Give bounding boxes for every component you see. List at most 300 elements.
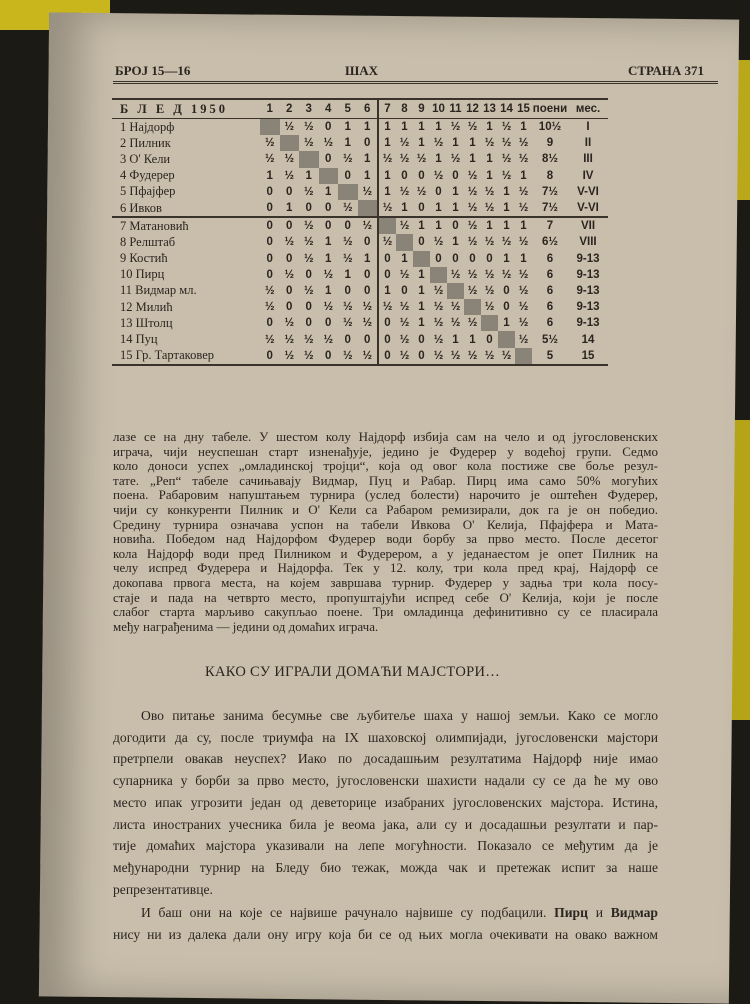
result-cell: ½ — [518, 236, 529, 249]
result-cell: 0 — [384, 268, 391, 281]
diagonal-cell — [481, 315, 498, 331]
result-cell: 1 — [435, 121, 442, 134]
text-line: кола Најдорф води пред Пилником и Фудерером, а у једанаестом је опет Пилник на — [113, 546, 658, 561]
player-name: 7 Матановић — [120, 218, 189, 233]
result-cell: ½ — [518, 333, 529, 346]
result-cell: 1 — [358, 151, 379, 167]
result-cell: 1 — [401, 252, 408, 265]
diagonal-cell — [515, 348, 532, 365]
result-cell: 1 — [384, 121, 391, 134]
result-cell: 1 — [452, 333, 459, 346]
result-cell: 1 — [384, 185, 391, 198]
result-cell: 1 — [325, 284, 332, 297]
text-line: стаје и пада на четврто место, пропуштајући испред себе О' Келија, који је после — [113, 590, 658, 605]
result-cell: 0 — [325, 121, 332, 134]
text-line: играча, чији неуспешан старт изненађује, једино је Фудерер у водећој групи. Седмо — [113, 444, 658, 459]
result-cell: ½ — [399, 220, 410, 233]
column-header: 7 — [378, 99, 396, 119]
points-cell: 8½ — [542, 153, 558, 166]
result-cell: 1 — [396, 200, 413, 217]
result-cell: 1 — [418, 301, 425, 314]
paragraph-3 — [113, 902, 658, 945]
result-cell: ½ — [518, 153, 529, 166]
result-cell: 1 — [325, 185, 332, 198]
result-cell: ½ — [518, 268, 529, 281]
result-cell: 1 — [418, 317, 425, 330]
result-cell: ½ — [396, 348, 413, 365]
text-line — [113, 902, 658, 924]
result-cell: ½ — [518, 284, 529, 297]
points-cell: 7½ — [532, 200, 568, 217]
column-header: 6 — [358, 99, 379, 119]
result-cell: 0 — [325, 317, 332, 330]
page-number: СТРАНА 371 — [628, 63, 704, 78]
column-header: 2 — [280, 99, 300, 119]
result-cell: 1 — [503, 185, 510, 198]
points-cell: 6 — [546, 317, 554, 330]
result-cell: ½ — [501, 236, 512, 249]
diagonal-cell — [447, 283, 464, 299]
result-cell: 0 — [266, 220, 273, 233]
result-cell: 1 — [520, 121, 527, 134]
result-cell: 0 — [469, 252, 476, 265]
result-cell: 1 — [384, 284, 391, 297]
place-cell: 9-13 — [576, 317, 600, 330]
result-cell: ½ — [399, 317, 410, 330]
result-cell: ½ — [280, 348, 300, 365]
result-cell: ½ — [484, 185, 495, 198]
player-name: 11 Видмар мл. — [120, 283, 197, 298]
column-header: 12 — [464, 99, 481, 119]
text-line: листа иностраних учесника била је веома јака, али су и досадашњи резултати и пар- — [113, 816, 658, 832]
result-cell: 0 — [418, 333, 425, 346]
result-cell: ½ — [450, 153, 461, 166]
result-cell: ½ — [501, 169, 512, 182]
points-cell: 10½ — [538, 121, 562, 134]
diagonal-cell — [378, 217, 396, 234]
player-name: Видмар — [610, 905, 658, 920]
result-cell: 0 — [286, 252, 293, 265]
result-cell: ½ — [358, 348, 379, 365]
diagonal-cell — [498, 331, 515, 347]
result-cell: ½ — [342, 317, 353, 330]
result-cell: ½ — [433, 333, 444, 346]
result-cell: 0 — [452, 252, 459, 265]
result-cell: ½ — [303, 284, 314, 297]
column-header: 15 — [515, 99, 532, 119]
table-row — [112, 119, 608, 136]
place-cell: 9-13 — [576, 284, 600, 297]
result-cell: 0 — [452, 169, 459, 182]
place-cell: III — [583, 153, 593, 166]
result-cell: ½ — [467, 236, 478, 249]
result-cell: ½ — [399, 333, 410, 346]
points-cell: 6 — [546, 268, 554, 281]
result-cell: 0 — [378, 348, 396, 365]
result-cell: 1 — [418, 220, 425, 233]
result-cell: 0 — [384, 317, 391, 330]
place-cell: 14 — [581, 333, 595, 346]
result-cell: 1 — [452, 236, 459, 249]
result-cell: ½ — [518, 301, 529, 314]
result-cell: 0 — [401, 284, 408, 297]
result-cell: 1 — [435, 153, 442, 166]
crosstable — [112, 98, 608, 366]
result-cell: 0 — [418, 236, 425, 249]
result-cell: ½ — [467, 317, 478, 330]
result-cell: ½ — [264, 153, 275, 166]
column-header: 8 — [396, 99, 413, 119]
text-line: догодити да су, после триумфа на IX шаховској олимпијади, југословенски мајстори — [113, 729, 658, 745]
result-cell: 0 — [299, 200, 319, 217]
points-cell: 5 — [532, 348, 568, 365]
points-cell: 5½ — [542, 333, 558, 346]
result-cell: 0 — [266, 185, 273, 198]
result-cell: ½ — [303, 220, 314, 233]
text-line: репрезентативце. — [113, 881, 213, 897]
text-line: новића. Победом над Најдорфом Фудерер води борбу за прво место. После десетог — [113, 532, 658, 547]
place-cell: V-VI — [577, 185, 599, 198]
result-cell: 0 — [413, 200, 430, 217]
points-cell: 9 — [546, 137, 554, 150]
result-cell: ½ — [518, 185, 529, 198]
result-cell: ½ — [450, 121, 461, 134]
result-cell: ½ — [484, 236, 495, 249]
player-name: 8 Релштаб — [120, 234, 176, 249]
column-header: 3 — [299, 99, 319, 119]
text-line: нису ни из далека дали ону игру која би се од њих могла очекивати на овако важном — [113, 926, 658, 942]
player-name: 3 О' Кели — [120, 151, 171, 166]
result-cell: ½ — [498, 348, 515, 365]
result-cell: ½ — [338, 200, 358, 217]
result-cell: ½ — [430, 348, 447, 365]
result-cell: ½ — [464, 348, 481, 365]
text-line: тате. „Реп“ табеле сачињавају Видмар, Пуц и Рабар. Пирц има само 50% могућих — [113, 473, 658, 488]
result-cell: 1 — [520, 252, 527, 265]
result-cell: ½ — [484, 301, 495, 314]
result-cell: 1 — [384, 137, 391, 150]
result-cell: ½ — [501, 153, 512, 166]
result-cell: ½ — [447, 348, 464, 365]
result-cell: 1 — [503, 317, 510, 330]
result-cell: ½ — [518, 137, 529, 150]
result-cell: 1 — [452, 185, 459, 198]
table-row — [112, 234, 608, 250]
result-cell: ½ — [382, 301, 393, 314]
result-cell: ½ — [467, 220, 478, 233]
result-cell: ½ — [416, 153, 427, 166]
result-cell: 1 — [280, 200, 300, 217]
result-cell: ½ — [481, 200, 498, 217]
running-header — [115, 63, 715, 83]
result-cell: ½ — [399, 153, 410, 166]
result-cell: 1 — [418, 121, 425, 134]
result-cell: ½ — [358, 299, 379, 315]
result-cell: 1 — [469, 333, 476, 346]
result-cell: 1 — [430, 200, 447, 217]
text-span: И баш они на које се највише рачунало највише су подбацили. — [141, 905, 547, 920]
result-cell: ½ — [416, 185, 427, 198]
text-line: челу испред Фудерера и Најдорфа. Тек у 12. колу, три кола пред крај, Најдорф се — [113, 561, 658, 576]
result-cell: ½ — [501, 137, 512, 150]
table-row — [112, 251, 608, 267]
result-cell: 0 — [266, 317, 273, 330]
result-cell: ½ — [467, 268, 478, 281]
result-cell: ½ — [484, 268, 495, 281]
result-cell: ½ — [299, 348, 319, 365]
result-cell: 1 — [401, 121, 408, 134]
result-cell: ½ — [450, 301, 461, 314]
result-cell: 0 — [435, 252, 442, 265]
table-row — [112, 135, 608, 151]
result-cell: ½ — [399, 185, 410, 198]
result-cell: 0 — [401, 169, 408, 182]
result-cell: ½ — [378, 200, 396, 217]
diagonal-cell — [260, 119, 280, 136]
result-cell: ½ — [284, 317, 295, 330]
result-cell: 0 — [344, 333, 351, 346]
points-cell: 6 — [546, 284, 554, 297]
result-cell: 1 — [435, 220, 442, 233]
result-cell: ½ — [323, 268, 334, 281]
result-cell: 0 — [266, 236, 273, 249]
result-cell: ½ — [284, 169, 295, 182]
text-line: чији су конкуренти Пилник и О' Кели са Рабаром ремизирали, док га је он победио. — [113, 502, 658, 517]
player-name: 1 Најдорф — [120, 119, 175, 134]
result-cell: 0 — [305, 268, 312, 281]
result-cell: 1 — [520, 220, 527, 233]
points-header: поени — [532, 99, 568, 119]
points-cell: 6 — [546, 301, 554, 314]
points-cell: 7½ — [542, 185, 558, 198]
result-cell: 0 — [319, 200, 339, 217]
column-header: 4 — [319, 99, 339, 119]
result-cell: ½ — [303, 333, 314, 346]
diagonal-cell — [299, 151, 319, 167]
player-name: Пирц — [554, 905, 588, 920]
result-cell: 0 — [266, 268, 273, 281]
column-header: 11 — [447, 99, 464, 119]
player-name: 9 Костић — [120, 251, 168, 266]
diagonal-cell — [338, 184, 358, 200]
player-name: 2 Пилник — [120, 135, 171, 150]
text-line: лазе се на дну табеле. У шестом колу Најдорф избија сам на чело и од југословенских — [113, 430, 658, 444]
place-cell: I — [586, 121, 590, 134]
table-header-row — [112, 99, 608, 119]
column-header: 9 — [413, 99, 430, 119]
points-cell: 8 — [546, 169, 554, 182]
text-line: поена. Рабаровим напуштањем турнира (услед болести) нарочито је оштећен Фудерер, — [113, 488, 658, 503]
result-cell: ½ — [358, 315, 379, 331]
result-cell: 0 — [452, 220, 459, 233]
result-cell: 1 — [305, 169, 312, 182]
table-row — [112, 200, 608, 217]
result-cell: ½ — [399, 137, 410, 150]
text-line: међународни турнир на Бледу био тежак, можда чак и претежак испит за наше — [113, 859, 658, 875]
place-cell: VII — [580, 220, 596, 233]
result-cell: 1 — [498, 200, 515, 217]
result-cell: 0 — [435, 185, 442, 198]
result-cell: ½ — [484, 137, 495, 150]
result-cell: ½ — [323, 137, 334, 150]
table-row — [112, 331, 608, 347]
text-line: коло доноси успех „омладинској тројци“, која од овог кола постиже све боље резул- — [113, 459, 658, 474]
result-cell: 1 — [344, 137, 351, 150]
result-cell: 1 — [469, 137, 476, 150]
issue-number: БРОЈ 15—16 — [115, 63, 191, 78]
result-cell: 0 — [413, 348, 430, 365]
result-cell: ½ — [518, 317, 529, 330]
result-cell: 1 — [344, 121, 351, 134]
diagonal-cell — [319, 168, 339, 184]
result-cell: 0 — [286, 185, 293, 198]
result-cell: 0 — [319, 348, 339, 365]
result-cell: ½ — [433, 236, 444, 249]
result-cell: ½ — [433, 137, 444, 150]
text-line: међу награђенима — једини од домаћих играча. — [113, 619, 379, 634]
place-header: мес. — [568, 99, 608, 119]
points-cell: 6 — [546, 252, 554, 265]
result-cell: 0 — [384, 252, 391, 265]
result-cell: ½ — [515, 200, 532, 217]
result-cell: ½ — [501, 121, 512, 134]
table-row — [112, 151, 608, 167]
header-rule — [113, 81, 718, 84]
paragraph-1 — [113, 430, 658, 634]
result-cell: ½ — [382, 236, 393, 249]
result-cell: ½ — [264, 301, 275, 314]
result-cell: ½ — [264, 137, 275, 150]
result-cell: 1 — [358, 251, 379, 267]
result-cell: 1 — [266, 169, 273, 182]
result-cell: 0 — [358, 267, 379, 283]
text-line: место ипак угрозити један од деветорице изабраних југословенских мајстора. Истина, — [113, 794, 658, 810]
place-cell: IV — [582, 169, 594, 182]
result-cell: 1 — [325, 236, 332, 249]
column-header: 10 — [430, 99, 447, 119]
result-cell: ½ — [382, 153, 393, 166]
result-cell: 1 — [520, 169, 527, 182]
result-cell: ½ — [358, 184, 379, 200]
player-name: 5 Пфајфер — [120, 184, 176, 199]
result-cell: 1 — [486, 169, 493, 182]
result-cell: ½ — [284, 121, 295, 134]
diagonal-cell — [430, 267, 447, 283]
result-cell: ½ — [342, 153, 353, 166]
text-line: слабог старта марљиво сакупљао поене. Три омладинца дефинитивно су се пласирала — [113, 605, 658, 620]
diagonal-cell — [413, 251, 430, 267]
text-line: тије домаћих мајстора указивали на лепе могућности. Показало се међутим да је — [113, 838, 658, 854]
result-cell: 1 — [418, 284, 425, 297]
player-name: 14 Пуц — [120, 332, 158, 347]
result-cell: ½ — [264, 333, 275, 346]
points-cell: 6½ — [542, 236, 558, 249]
result-cell: 0 — [344, 169, 351, 182]
result-cell: ½ — [323, 301, 334, 314]
result-cell: ½ — [338, 348, 358, 365]
result-cell: 1 — [418, 268, 425, 281]
result-cell: ½ — [481, 348, 498, 365]
result-cell: ½ — [358, 217, 379, 234]
place-cell: V-VI — [568, 200, 608, 217]
result-cell: 0 — [503, 301, 510, 314]
text-line: Средину турнира означава успон на табели Ивкова О' Келија, Пфајфера и Мата- — [113, 517, 658, 532]
result-cell: 0 — [358, 331, 379, 347]
player-name: 6 Ивков — [112, 200, 260, 217]
result-cell: 1 — [358, 119, 379, 136]
result-cell: 0 — [358, 135, 379, 151]
result-cell: 0 — [325, 153, 332, 166]
table-row — [112, 267, 608, 283]
result-cell: ½ — [433, 284, 444, 297]
result-cell: ½ — [467, 169, 478, 182]
player-name: 12 Милић — [120, 299, 173, 314]
result-cell: 0 — [260, 200, 280, 217]
result-cell: 1 — [503, 252, 510, 265]
result-cell: ½ — [342, 252, 353, 265]
result-cell: 0 — [344, 284, 351, 297]
result-cell: ½ — [303, 236, 314, 249]
column-header: 13 — [481, 99, 498, 119]
table-row — [112, 217, 608, 234]
result-cell: ½ — [467, 284, 478, 297]
result-cell: 1 — [418, 137, 425, 150]
place-cell: 9-13 — [576, 301, 600, 314]
result-cell: ½ — [323, 333, 334, 346]
result-cell: 1 — [486, 153, 493, 166]
place-cell: 9-13 — [576, 252, 600, 265]
result-cell: ½ — [433, 169, 444, 182]
result-cell: ½ — [399, 301, 410, 314]
result-cell: 1 — [469, 153, 476, 166]
text-line: Ово питање занима бесумње све љубитеље шаха у нашој земљи. Како се могло — [141, 708, 658, 723]
result-cell: 0 — [358, 234, 379, 250]
result-cell: 0 — [358, 283, 379, 299]
result-cell: 0 — [384, 333, 391, 346]
result-cell: 1 — [452, 137, 459, 150]
result-cell: ½ — [501, 268, 512, 281]
result-cell: ½ — [450, 317, 461, 330]
result-cell: 1 — [503, 220, 510, 233]
result-cell: ½ — [450, 268, 461, 281]
section-heading: КАКО СУ ИГРАЛИ ДОМАЋИ МАЈСТОРИ… — [205, 664, 501, 680]
text-line: докопава првога места, на којем завршава турнир. Фудерер у задња три кола посу- — [113, 575, 658, 590]
result-cell: 0 — [486, 252, 493, 265]
result-cell: ½ — [342, 301, 353, 314]
table-row — [112, 299, 608, 315]
paragraph-2 — [113, 705, 658, 900]
place-cell: 9-13 — [576, 268, 600, 281]
result-cell: 0 — [486, 333, 493, 346]
player-name: 15 Гр. Тартаковер — [112, 348, 260, 365]
result-cell: 1 — [447, 200, 464, 217]
result-cell: ½ — [484, 284, 495, 297]
points-cell: 7 — [546, 220, 554, 233]
result-cell: ½ — [399, 268, 410, 281]
result-cell: 0 — [305, 317, 312, 330]
place-cell: II — [584, 137, 592, 150]
table-title: Б Л Е Д 1950 — [112, 99, 260, 119]
diagonal-cell — [280, 135, 300, 151]
result-cell: 1 — [486, 121, 493, 134]
result-cell: 0 — [286, 301, 293, 314]
result-cell: 1 — [384, 169, 391, 182]
result-cell: ½ — [433, 317, 444, 330]
result-cell: ½ — [284, 268, 295, 281]
result-cell: ½ — [303, 185, 314, 198]
place-cell: 15 — [568, 348, 608, 365]
result-cell: 1 — [344, 268, 351, 281]
